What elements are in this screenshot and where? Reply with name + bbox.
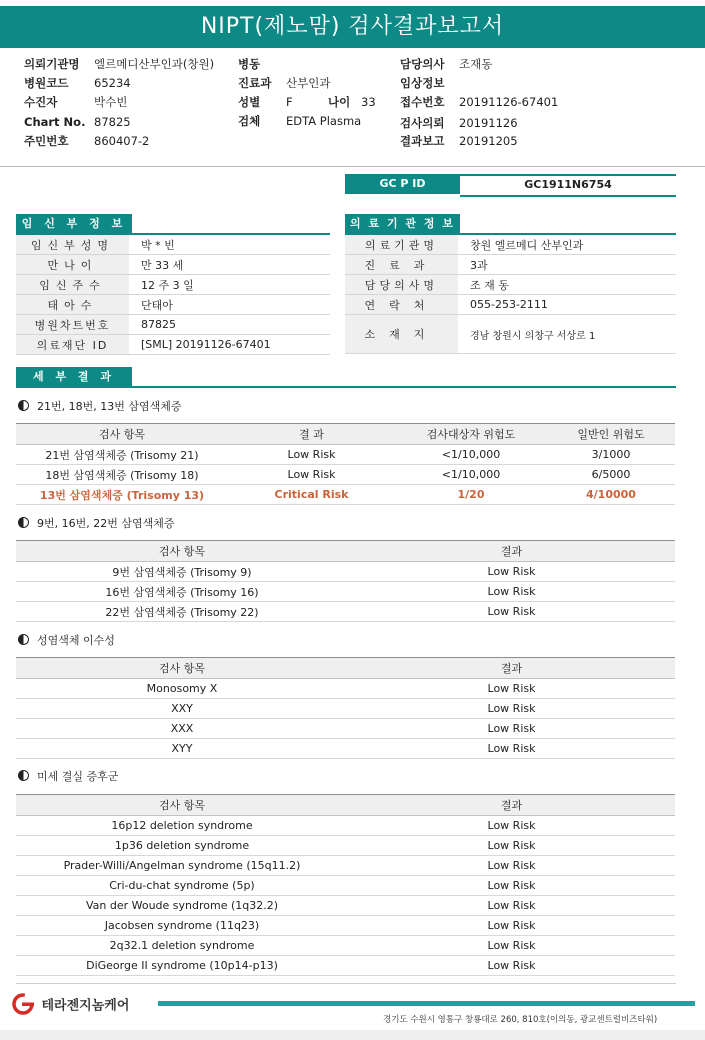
column-header: 결 과 <box>228 424 395 445</box>
table-cell: 3/1000 <box>547 445 675 465</box>
table-row <box>16 699 675 719</box>
table-row <box>16 679 675 699</box>
table-cell: XXY <box>16 699 348 719</box>
header-field: 성별 F <box>238 95 293 109</box>
table-cell: Low Risk <box>348 582 675 602</box>
table-cell: XYY <box>16 739 348 759</box>
gcpid-label: GC P ID <box>345 174 460 194</box>
header-field: 임상정보 <box>400 76 445 90</box>
header-field: 담당의사 조재동 <box>400 57 493 71</box>
gcpid-value: GC1911N6754 <box>460 174 676 197</box>
table-row <box>16 582 675 602</box>
table-cell: Low Risk <box>348 739 675 759</box>
table-row: 연락처 055-253-2111 <box>345 295 676 315</box>
table-cell: Low Risk <box>348 719 675 739</box>
detail-results-title: 세 부 결 과 <box>16 367 132 387</box>
header-field: 의뢰기관명 엘르메디산부인과(창원) <box>24 57 215 71</box>
header-field: 검사의뢰 20191126 <box>400 116 518 130</box>
page-bottom-band <box>0 1030 705 1040</box>
table-row: 담당의사명 조 재 동 <box>345 275 676 295</box>
table-cell: 22번 삼염색체증 (Trisomy 22) <box>16 602 348 622</box>
header-field: 수진자 박수빈 <box>24 95 128 109</box>
table-row <box>16 896 675 916</box>
table-cell: Low Risk <box>348 856 675 876</box>
content-divider <box>16 983 676 984</box>
patient-info-table <box>16 235 330 355</box>
trisomy-table <box>16 423 675 505</box>
table-cell: Monosomy X <box>16 679 348 699</box>
half-circle-icon <box>18 634 29 645</box>
table-cell: Prader-Willi/Angelman syndrome (15q11.2) <box>16 856 348 876</box>
patient-info-title: 임 신 부 정 보 <box>16 214 132 234</box>
half-circle-icon <box>18 517 29 528</box>
table-cell: Low Risk <box>348 916 675 936</box>
table-row: 소재지 경남 창원시 의창구 서상로 1 <box>345 315 676 354</box>
table-cell: Low Risk <box>348 679 675 699</box>
table-row <box>16 876 675 896</box>
table-cell: Low Risk <box>348 816 675 836</box>
half-circle-icon <box>18 770 29 781</box>
table-row <box>16 719 675 739</box>
table-row: 임신부성명 박 * 빈 <box>16 235 330 255</box>
table-cell: Jacobsen syndrome (11q23) <box>16 916 348 936</box>
table-cell: 16p12 deletion syndrome <box>16 816 348 836</box>
table-cell: XXX <box>16 719 348 739</box>
table-row: 의료재단 ID [SML] 20191126-67401 <box>16 335 330 355</box>
table-cell: 6/5000 <box>547 465 675 485</box>
table-row <box>16 739 675 759</box>
table-cell: 9번 삼염색체증 (Trisomy 9) <box>16 562 348 582</box>
table-cell: Low Risk <box>228 445 395 465</box>
header-field: 나이 33 <box>328 95 376 109</box>
table-cell: Low Risk <box>348 836 675 856</box>
table-cell: DiGeorge II syndrome (10p14-p13) <box>16 956 348 976</box>
rare-trisomy-table <box>16 540 675 622</box>
table-row: 의료기관명 창원 엘르메디 산부인과 <box>345 235 676 255</box>
section-heading: 성염색체 이수성 <box>18 632 115 648</box>
table-cell: 4/10000 <box>547 485 675 505</box>
column-header: 검사 항목 <box>16 424 228 445</box>
table-cell: Low Risk <box>348 602 675 622</box>
table-row: 진료과 3과 <box>345 255 676 275</box>
table-row <box>16 445 675 465</box>
section-heading: 21번, 18번, 13번 삼염색체증 <box>18 398 181 414</box>
table-row <box>16 856 675 876</box>
header-field: 병원코드 65234 <box>24 76 131 90</box>
table-row: 만나이 만 33 세 <box>16 255 330 275</box>
table-cell: 18번 삼염색체증 (Trisomy 18) <box>16 465 228 485</box>
table-cell: 21번 삼염색체증 (Trisomy 21) <box>16 445 228 465</box>
table-row <box>16 916 675 936</box>
header-field: Chart No. 87825 <box>24 115 131 129</box>
table-cell: 1/20 <box>395 485 547 505</box>
header-field: 결과보고 20191205 <box>400 134 518 148</box>
header-divider <box>0 166 705 167</box>
company-logo <box>12 993 129 1015</box>
column-header: 결과 <box>348 795 675 816</box>
table-row <box>16 816 675 836</box>
terragen-logo-icon <box>12 993 38 1015</box>
table-cell: Low Risk <box>348 562 675 582</box>
table-row-critical <box>16 485 675 505</box>
column-header: 결과 <box>348 658 675 679</box>
table-cell: Van der Woude syndrome (1q32.2) <box>16 896 348 916</box>
table-cell: Cri-du-chat syndrome (5p) <box>16 876 348 896</box>
column-header: 일반인 위험도 <box>547 424 675 445</box>
table-row <box>16 562 675 582</box>
table-row: 임신주수 12 주 3 일 <box>16 275 330 295</box>
hospital-info-title: 의 료 기 관 정 보 <box>345 214 460 234</box>
table-cell: 1p36 deletion syndrome <box>16 836 348 856</box>
table-row <box>16 836 675 856</box>
table-row: 태아수 단태아 <box>16 295 330 315</box>
sex-chromosome-table <box>16 657 675 759</box>
footer-accent-line <box>158 1001 695 1006</box>
report-title: NIPT(제노맘) 검사결과보고서 <box>0 6 705 48</box>
table-cell: <1/10,000 <box>395 445 547 465</box>
table-row: 병원차트번호 87825 <box>16 315 330 335</box>
header-field: 주민번호 860407-2 <box>24 134 150 148</box>
section-heading: 9번, 16번, 22번 삼염색체증 <box>18 515 174 531</box>
table-row <box>16 602 675 622</box>
header-field: 병동 <box>238 57 261 71</box>
table-row <box>16 936 675 956</box>
table-cell: Low Risk <box>228 465 395 485</box>
company-name: 테라젠지놈케어 <box>41 998 130 1014</box>
company-address: 경기도 수원시 영통구 창룡대로 260, 810호(이의동, 광교센트럴비즈타워) <box>383 1015 658 1025</box>
table-row <box>16 465 675 485</box>
table-cell: 2q32.1 deletion syndrome <box>16 936 348 956</box>
table-cell: 16번 삼염색체증 (Trisomy 16) <box>16 582 348 602</box>
table-row <box>16 956 675 976</box>
header-field: 접수번호 20191126-67401 <box>400 95 559 109</box>
table-cell: Low Risk <box>348 876 675 896</box>
column-header: 검사대상자 위험도 <box>395 424 547 445</box>
table-cell: Low Risk <box>348 896 675 916</box>
header-field: 진료과 산부인과 <box>238 76 331 90</box>
half-circle-icon <box>18 400 29 411</box>
header-info <box>0 50 705 168</box>
table-cell: Low Risk <box>348 936 675 956</box>
table-cell: Low Risk <box>348 956 675 976</box>
column-header: 결과 <box>348 541 675 562</box>
section-heading: 미세 결실 증후군 <box>18 768 118 784</box>
header-field: 검체 EDTA Plasma <box>238 114 362 128</box>
column-header: 검사 항목 <box>16 658 348 679</box>
table-cell: <1/10,000 <box>395 465 547 485</box>
table-cell: Low Risk <box>348 699 675 719</box>
section-line <box>16 386 676 388</box>
hospital-info-table <box>345 235 676 354</box>
column-header: 검사 항목 <box>16 541 348 562</box>
table-cell: 13번 삼염색체증 (Trisomy 13) <box>16 485 228 505</box>
microdeletion-table <box>16 794 675 976</box>
table-cell: Critical Risk <box>228 485 395 505</box>
column-header: 검사 항목 <box>16 795 348 816</box>
